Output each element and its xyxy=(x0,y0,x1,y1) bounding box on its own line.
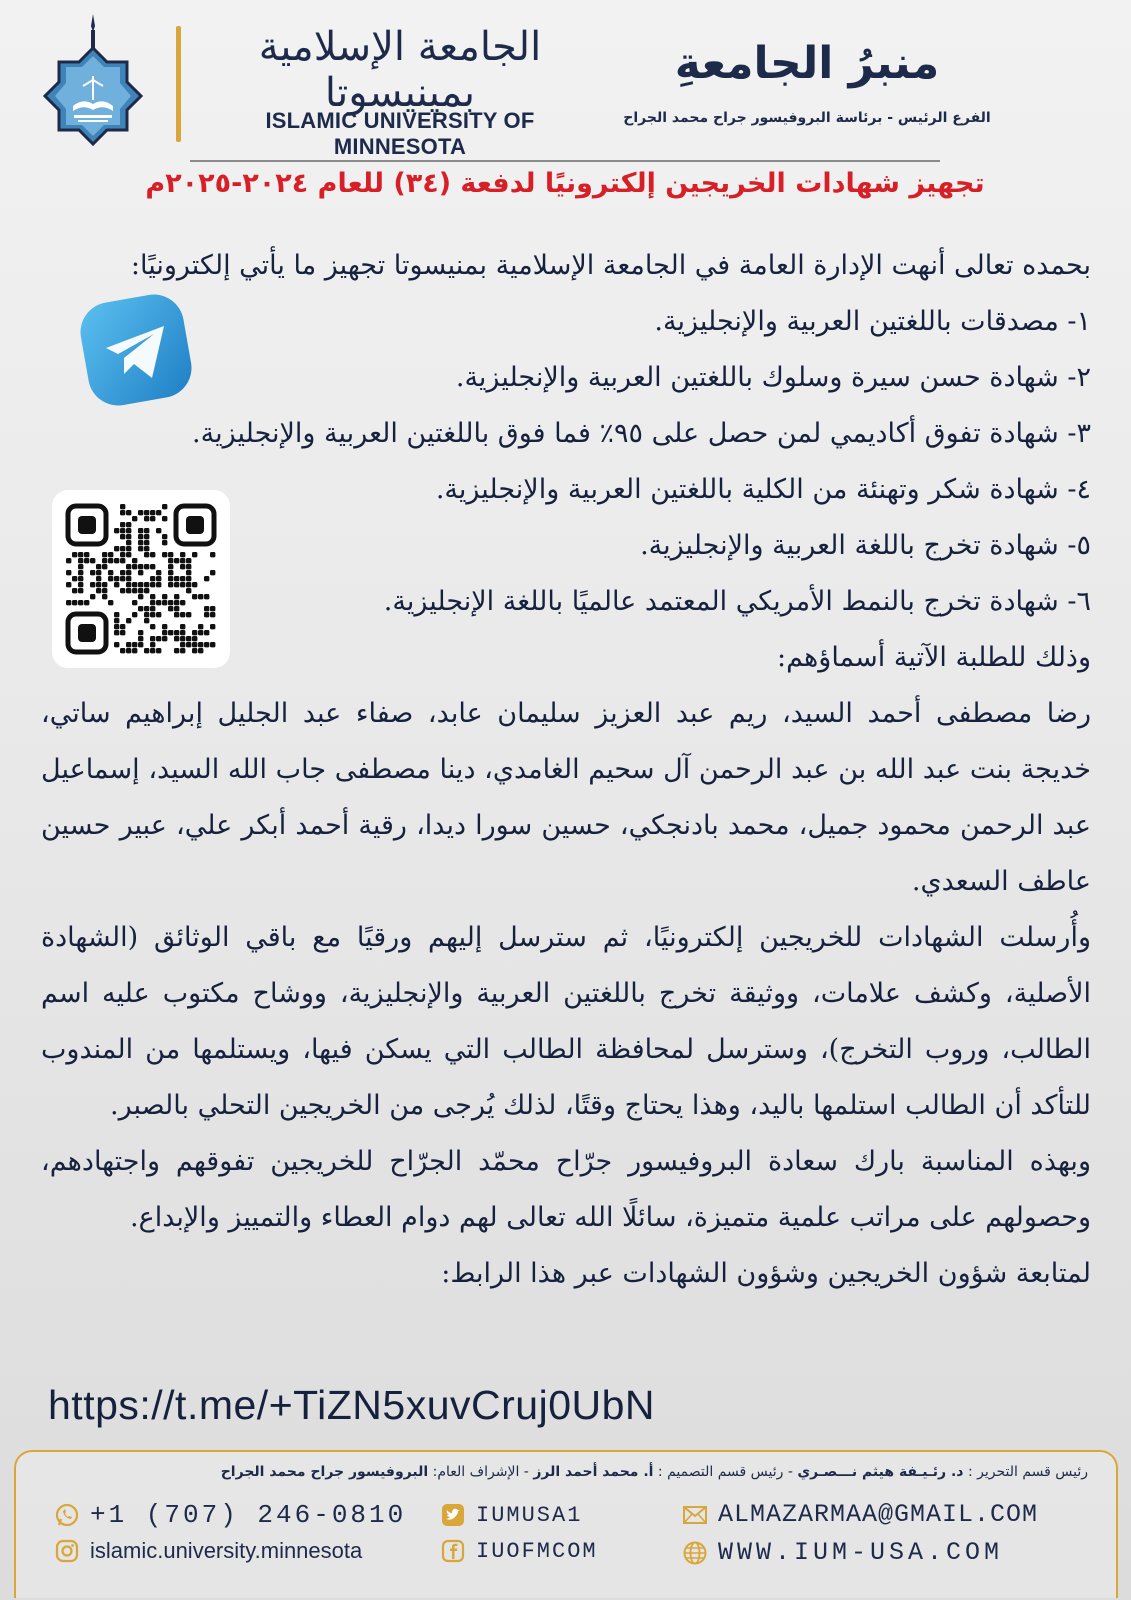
whatsapp-icon xyxy=(54,1502,80,1528)
email-address: ALMAZARMAA@GMAIL.COM xyxy=(718,1500,1039,1529)
twitter-contact[interactable] xyxy=(440,1502,582,1528)
brand-subtitle: الفرع الرئيس - برئاسة البروفيسور جراح محمد الجراح xyxy=(623,110,991,126)
credit-design-name: أ. محمد أحمد الرز xyxy=(533,1464,654,1480)
mail-icon xyxy=(682,1502,708,1528)
credit-supervisor-name: البروفيسور جراح محمد الجراح xyxy=(220,1464,429,1480)
globe-icon xyxy=(682,1540,708,1566)
credits-line xyxy=(28,1464,1088,1480)
list-item: ٢- شهادة حسن سيرة وسلوك باللغتين العربية والإنجليزية. xyxy=(455,362,1091,393)
page-footer xyxy=(14,1450,1118,1598)
list-item: ١- مصدقات باللغتين العربية والإنجليزية. xyxy=(654,306,1091,337)
brand-title: منبرُ الجامعةِ xyxy=(674,38,940,89)
congratulations-paragraph: وبهذه المناسبة بارك سعادة البروفيسور جرّاح محمّد الجرّاح للخريجين تفوقهم واجتهادهم، وحصولهم على مراتب علمية متميزة، سائلًا الله تعالى لهم دوام العطاء والتمييز والإبداع. xyxy=(41,1146,1091,1233)
instagram-icon xyxy=(54,1538,80,1564)
credit-editor-label: رئيس قسم التحرير : xyxy=(967,1464,1088,1480)
twitter-icon xyxy=(440,1502,466,1528)
list-item: ٤- شهادة شكر وتهنئة من الكلية باللغتين العربية والإنجليزية. xyxy=(435,474,1091,505)
announcement-body xyxy=(41,238,1091,1302)
header-rule xyxy=(190,160,940,162)
list-item: ٣- شهادة تفوق أكاديمي لمن حصل على ٩٥٪ فما فوق باللغتين العربية والإنجليزية. xyxy=(192,418,1091,449)
phone-number: +1 (707) 246-0810 xyxy=(90,1500,407,1530)
delivery-paragraph: وأُرسلت الشهادات للخريجين إلكترونيًا، ثم سترسل إليهم ورقيًا مع باقي الوثائق (الشهادة الأصلية، وكشف علامات، ووثيقة تخرج باللغتين العربية والإنجليزية، ووشاح مكتوب عليه اسم الطالب، وروب التخرج)، وسترسل لمحافظة الطالب التي يسكن فيها، ويستلمها من المندوب للتأكد أن الطالب استلمها باليد، وهذا يحتاج وقتًا، لذلك يُرجى من الخريجين التحلي بالصبر. xyxy=(41,922,1091,1121)
instagram-contact[interactable] xyxy=(54,1538,362,1564)
credit-editor-name: د. رئـيـفة هيثم نـــصـري xyxy=(797,1464,964,1480)
credit-design-label: - رئيس قسم التصميم : xyxy=(657,1464,793,1480)
students-intro: وذلك للطلبة الآتية أسماؤهم: xyxy=(776,642,1091,673)
university-name-arabic: الجامعة الإسلامية بمينيسوتا xyxy=(258,24,542,116)
instagram-handle: islamic.university.minnesota xyxy=(90,1538,363,1563)
header-divider xyxy=(176,26,181,142)
university-emblem-icon xyxy=(40,12,146,158)
student-names: رضا مصطفى أحمد السيد، ريم عبد العزيز سليمان عابد، صفاء عبد الجليل إبراهيم ساتي، خديجة بنت عبد الله بن عبد الرحمن آل سحيم الغامدي، دينا مصطفى جاب الله السيد، إسماعيل عبد الرحمن محمود جميل، محمد بادنجكي، حسين سورا ديدا، رقية أحمد أبكر علي، عبير حسين عاطف السعدي. xyxy=(41,698,1091,897)
credit-supervisor-label: - الإشراف العام: xyxy=(432,1464,529,1480)
facebook-icon xyxy=(440,1538,466,1564)
telegram-link[interactable]: https://t.me/+TiZN5xuvCruj0UbN xyxy=(48,1382,656,1428)
email-contact[interactable] xyxy=(682,1500,1038,1529)
facebook-contact[interactable] xyxy=(440,1538,598,1564)
list-item: ٥- شهادة تخرج باللغة العربية والإنجليزية. xyxy=(640,530,1091,561)
website-url: WWW.IUM-USA.COM xyxy=(718,1538,1004,1567)
page-header xyxy=(0,0,1131,165)
follow-text: لمتابعة شؤون الخريجين وشؤون الشهادات عبر هذا الرابط: xyxy=(441,1258,1091,1289)
facebook-handle: IUOFMCOM xyxy=(476,1538,598,1564)
twitter-handle: IUMUSA1 xyxy=(476,1502,583,1528)
page-title: تجهيز شهادات الخريجين إلكترونيًا لدفعة (٣٤) للعام ٢٠٢٤-٢٠٢٥م xyxy=(145,168,985,199)
university-name-english: ISLAMIC UNIVERSITY OF MINNESOTA xyxy=(265,108,535,159)
phone-contact[interactable] xyxy=(54,1500,406,1530)
list-item: ٦- شهادة تخرج بالنمط الأمريكي المعتمد عالميًا باللغة الإنجليزية. xyxy=(383,586,1091,617)
intro-text: بحمده تعالى أنهت الإدارة العامة في الجامعة الإسلامية بمنيسوتا تجهيز ما يأتي إلكترونيًا: xyxy=(130,250,1091,281)
website-contact[interactable] xyxy=(682,1538,1003,1567)
